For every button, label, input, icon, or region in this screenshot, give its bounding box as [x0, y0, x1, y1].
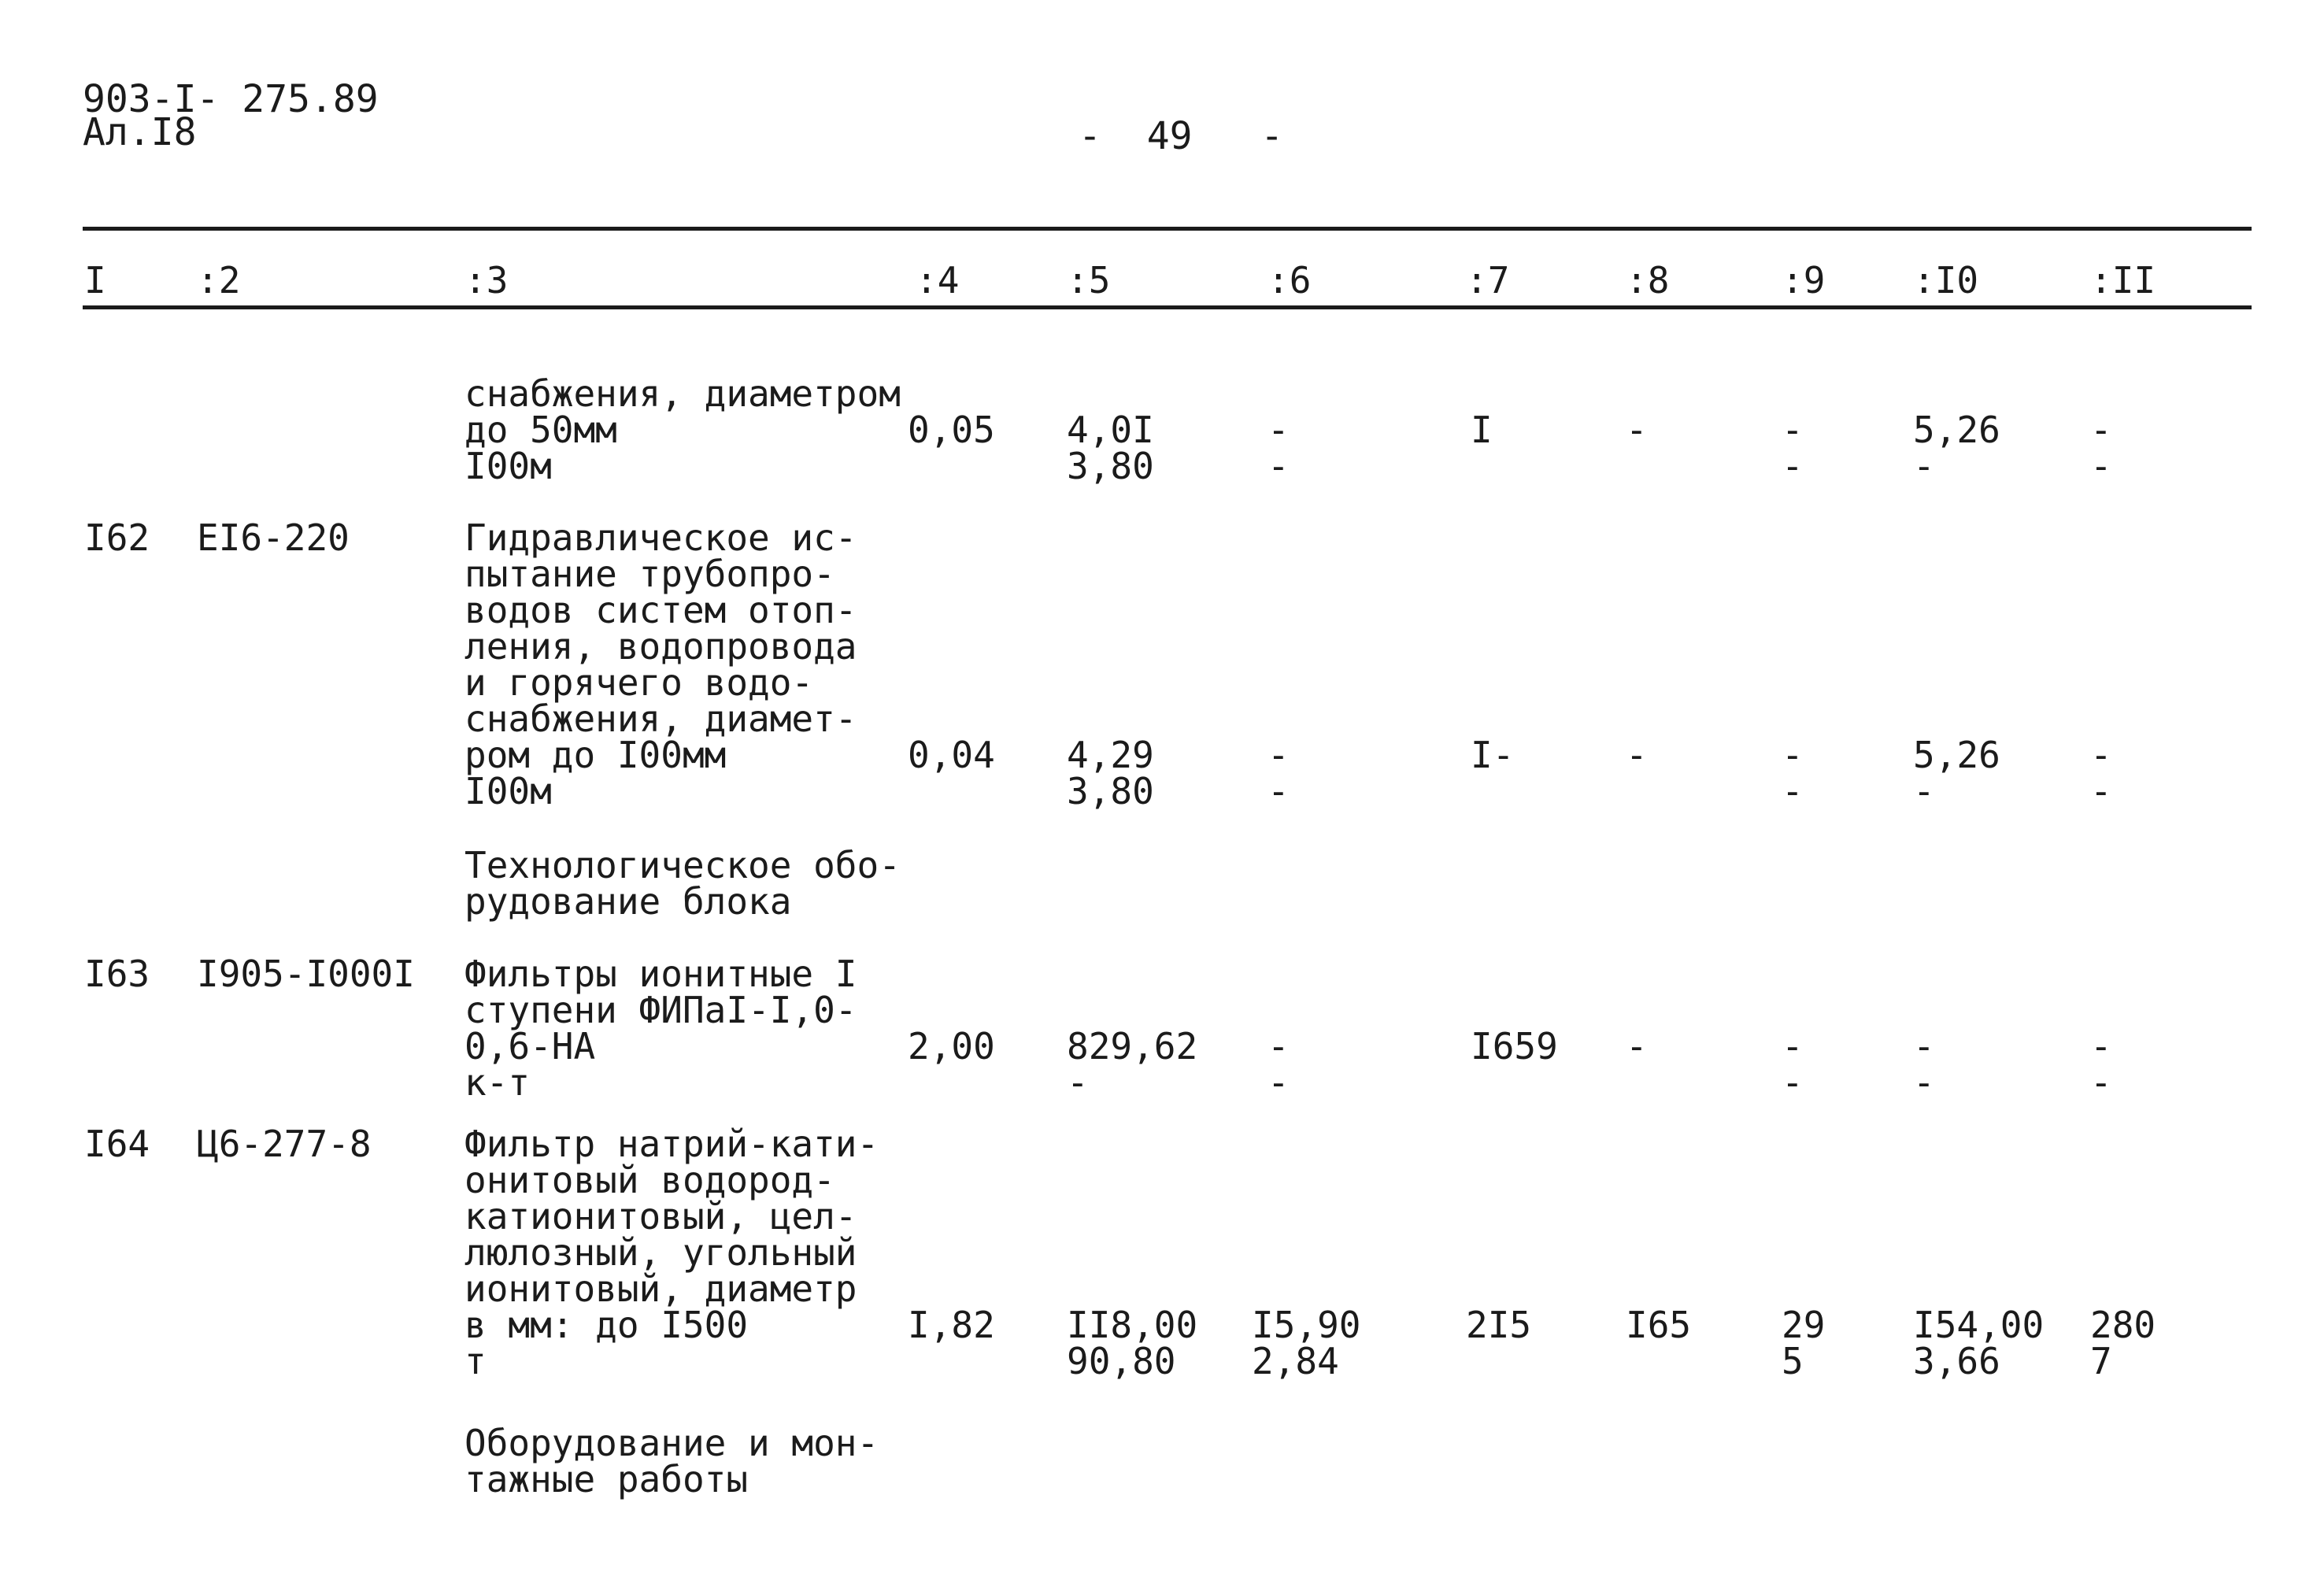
row-col6: - -	[1267, 1025, 1290, 1104]
row-col9: - -	[1782, 409, 1804, 487]
table-header-rule	[83, 305, 2252, 309]
column-header-11: :II	[2090, 259, 2156, 302]
section-heading: Технологическое обо- рудование блока	[464, 844, 901, 923]
row-col6: - -	[1267, 409, 1290, 487]
column-header-4: :4	[916, 259, 960, 302]
row-col10: 5,26 -	[1913, 734, 2000, 812]
document-code: 903-I- 275.89	[83, 77, 379, 121]
row-col7: I659	[1471, 1025, 1558, 1068]
page-number: - 49 -	[1079, 114, 1284, 158]
column-header-7: :7	[1466, 259, 1510, 302]
column-header-6: :6	[1267, 259, 1312, 302]
row-quantity: 0,05	[908, 409, 995, 451]
row-col8: -	[1626, 734, 1648, 776]
row-col6: I5,90 2,84	[1252, 1304, 1361, 1382]
table-top-rule	[83, 227, 2252, 231]
row-col10: - -	[1913, 1025, 1935, 1104]
row-col9: - -	[1782, 734, 1804, 812]
column-header-3: :3	[464, 259, 509, 302]
row-col9: 29 5	[1782, 1304, 1826, 1382]
row-code: I905-I000I	[197, 953, 415, 995]
row-description: Фильтр натрий-кати- онитовый водород- катионитовый, цел- люлозный, угольный ионитовый, диаметр в мм: до I500 т	[464, 1123, 879, 1382]
row-col8: -	[1626, 1025, 1648, 1068]
row-col6: - -	[1267, 734, 1290, 812]
row-col5: 4,0I 3,80	[1067, 409, 1154, 487]
row-number: I62	[84, 516, 150, 559]
row-col9: - -	[1782, 1025, 1804, 1104]
column-header-8: :8	[1626, 259, 1670, 302]
row-code: Ц6-277-8	[197, 1123, 372, 1165]
row-col11: - -	[2090, 409, 2112, 487]
row-number: I64	[84, 1123, 150, 1165]
row-number: I63	[84, 953, 150, 995]
column-header-10: :I0	[1913, 259, 1979, 302]
row-col11: - -	[2090, 734, 2112, 812]
section-heading: Оборудование и мон- тажные работы	[464, 1422, 879, 1500]
row-col5: 829,62 -	[1067, 1025, 1198, 1104]
row-quantity: I,82	[908, 1304, 995, 1346]
row-col10: 5,26 -	[1913, 409, 2000, 487]
row-col8: -	[1626, 409, 1648, 451]
column-header-5: :5	[1067, 259, 1111, 302]
row-description: Фильтры ионитные I ступени ФИПаI-I,0- 0,6-НА к-т	[464, 953, 857, 1104]
row-col7: I	[1471, 409, 1493, 451]
row-quantity: 2,00	[908, 1025, 995, 1068]
row-col11: 280 7	[2090, 1304, 2156, 1382]
row-col10: I54,00 3,66	[1913, 1304, 2045, 1382]
row-quantity: 0,04	[908, 734, 995, 776]
row-col5: 4,29 3,80	[1067, 734, 1154, 812]
row-code: EI6-220	[197, 516, 350, 559]
row-col7: 2I5	[1466, 1304, 1532, 1346]
row-col7: I-	[1471, 734, 1515, 776]
row-col8: I65	[1626, 1304, 1692, 1346]
row-col11: - -	[2090, 1025, 2112, 1104]
column-header-9: :9	[1782, 259, 1826, 302]
row-description: Гидравлическое ис- пытание трубопро- водов систем отоп- ления, водопровода и горячего водо- снабжения, диамет- ром до I00мм I00м	[464, 516, 857, 812]
row-col5: II8,00 90,80	[1067, 1304, 1198, 1382]
sheet-label: Ал.I8	[83, 110, 197, 154]
column-header-2: :2	[197, 259, 241, 302]
column-header-1: I	[84, 259, 106, 302]
row-description: снабжения, диаметром до 50мм I00м	[464, 372, 901, 487]
